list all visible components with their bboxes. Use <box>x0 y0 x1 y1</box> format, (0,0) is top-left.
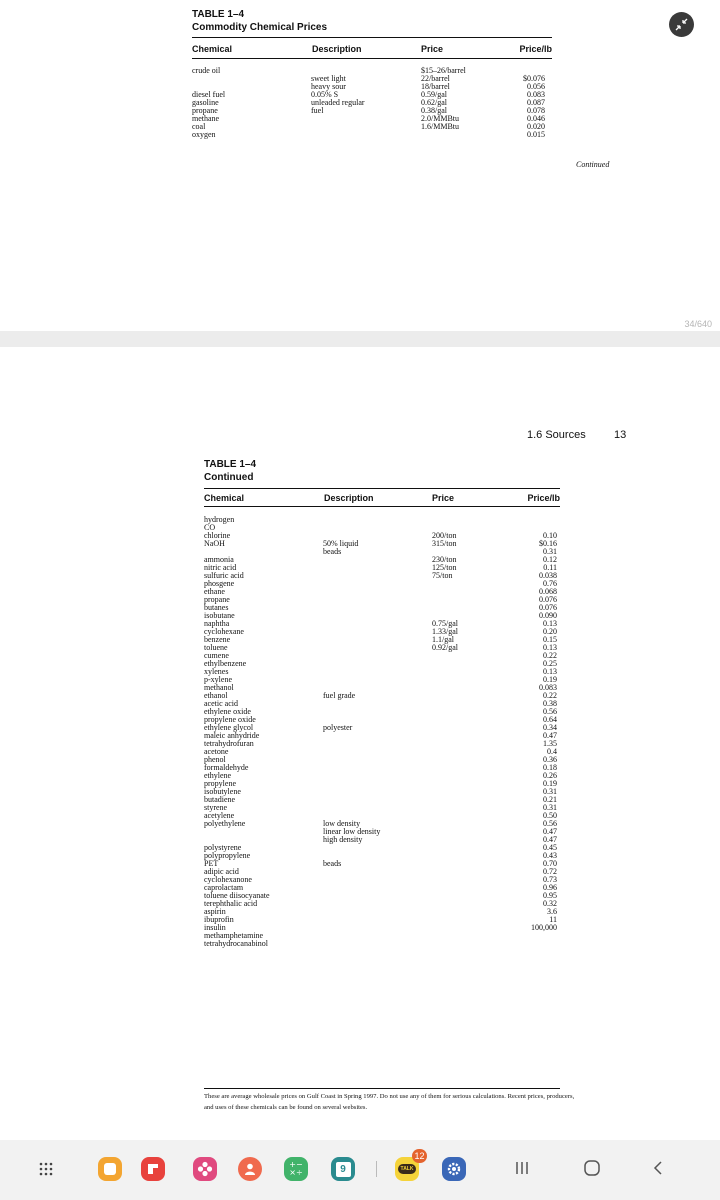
header-rule <box>204 506 560 507</box>
table-cell <box>323 612 380 620</box>
table-cell: 0.083 <box>539 683 557 692</box>
table-cell: 22/barrel <box>421 74 450 83</box>
table-cell <box>323 932 380 940</box>
table-cell <box>323 916 380 924</box>
table-cell <box>432 660 458 668</box>
table-cell: 0.73 <box>543 875 557 884</box>
table-cell <box>323 732 380 740</box>
table-cell <box>432 716 458 724</box>
header-chemical: Chemical <box>204 493 245 503</box>
table-cell: $0.16 <box>539 539 557 548</box>
price-per-lb-column <box>500 67 545 139</box>
table-cell: terephthalic acid <box>204 899 258 908</box>
table-top-rule <box>192 37 552 38</box>
table-cell: coal <box>192 122 206 131</box>
back-button[interactable] <box>650 1158 666 1183</box>
table-cell: 0.13 <box>543 619 557 628</box>
flipboard-app-icon[interactable] <box>141 1157 165 1181</box>
table-cell <box>323 804 380 812</box>
table-cell: 0.4 <box>547 747 557 756</box>
table-cell <box>432 732 458 740</box>
table-cell: 0.47 <box>543 731 557 740</box>
table-cell <box>432 772 458 780</box>
table-cell: 75/ton <box>432 571 453 580</box>
table-title: Continued <box>204 472 254 483</box>
table-cell: 0.20 <box>543 627 557 636</box>
table-cell <box>432 932 458 940</box>
table-cell <box>432 580 458 588</box>
header-description: Description <box>312 44 362 54</box>
table-cell: 0.090 <box>539 611 557 620</box>
table-cell: 0.068 <box>539 587 557 596</box>
table-cell <box>323 604 380 612</box>
table-cell: 0.26 <box>543 771 557 780</box>
table-cell: 0.13 <box>543 643 557 652</box>
table-cell <box>432 812 458 820</box>
table-cell: 0.34 <box>543 723 557 732</box>
table-top-rule <box>204 488 560 489</box>
table-cell: 0.31 <box>543 547 557 556</box>
table-cell <box>323 644 380 652</box>
page-number: 13 <box>614 429 627 441</box>
table-cell: 0.038 <box>539 571 557 580</box>
table-cell: 0.72 <box>543 867 557 876</box>
header-price: Price <box>421 44 444 54</box>
table-cell <box>323 796 380 804</box>
table-cell: benzene <box>204 635 231 644</box>
table-cell: maleic anhydride <box>204 731 260 740</box>
table-cell <box>323 772 380 780</box>
table-cell: isobutane <box>204 611 235 620</box>
table-cell: chlorine <box>204 531 231 540</box>
table-cell <box>432 764 458 772</box>
table-cell <box>510 516 557 524</box>
table-cell <box>432 692 458 700</box>
table-cell: butadiene <box>204 795 236 804</box>
table-cell: 2.0/MMBtu <box>421 114 460 123</box>
chemical-column <box>204 516 270 948</box>
table-cell: 0.087 <box>527 98 545 107</box>
table-cell: 0.076 <box>539 603 557 612</box>
table-cell <box>432 924 458 932</box>
table-cell: 0.70 <box>543 859 557 868</box>
table-cell: 0.25 <box>543 659 557 668</box>
table-cell <box>323 676 380 684</box>
table-cell: polystyrene <box>204 843 242 852</box>
chemical-column <box>192 67 225 139</box>
table-cell <box>323 908 380 916</box>
table-cell: 100,000 <box>531 923 557 932</box>
system-navigation-bar <box>0 1140 720 1200</box>
table-cell: linear low density <box>323 827 381 836</box>
price-column <box>421 67 466 139</box>
table-cell: toluene <box>204 643 228 652</box>
table-cell: isobutylene <box>204 787 241 796</box>
table-cell <box>323 940 380 948</box>
header-description: Description <box>324 493 374 503</box>
table-cell: ethane <box>204 587 225 596</box>
table-cell <box>323 764 380 772</box>
table-cell: 0.015 <box>527 130 545 139</box>
table-cell: 18/barrel <box>421 82 450 91</box>
table-cell: low density <box>323 819 361 828</box>
table-cell: 0.31 <box>543 787 557 796</box>
table-cell: 0.13 <box>543 667 557 676</box>
table-cell <box>432 740 458 748</box>
table-cell: propane <box>204 595 230 604</box>
table-cell: methamphetamine <box>204 931 264 940</box>
table-cell: 1.6/MMBtu <box>421 122 460 131</box>
table-cell: crude oil <box>192 66 221 75</box>
table-cell: acetic acid <box>204 699 238 708</box>
table-cell: propylene oxide <box>204 715 256 724</box>
table-cell <box>323 524 380 532</box>
table-cell: 0.046 <box>527 114 545 123</box>
table-cell <box>323 516 380 524</box>
table-cell: 0.15 <box>543 635 557 644</box>
table-cell: 125/ton <box>432 563 457 572</box>
table-cell <box>432 908 458 916</box>
table-cell: p-xylene <box>204 675 232 684</box>
table-cell <box>311 115 365 123</box>
table-cell: 0.083 <box>527 90 545 99</box>
table-cell: 0.95 <box>543 891 557 900</box>
table-cell: methanol <box>204 683 234 692</box>
table-cell: adipic acid <box>204 867 239 876</box>
table-cell <box>432 652 458 660</box>
table-cell: methane <box>192 114 220 123</box>
table-cell: 0.020 <box>527 122 545 131</box>
table-cell: propane <box>192 106 218 115</box>
page-gap <box>0 331 720 347</box>
table-cell <box>323 564 380 572</box>
table-cell <box>323 596 380 604</box>
table-cell: 230/ton <box>432 555 457 564</box>
table-cell <box>323 556 380 564</box>
table-cell <box>323 628 380 636</box>
table-cell <box>323 620 380 628</box>
table-cell <box>323 708 380 716</box>
table-cell: 0.19 <box>543 675 557 684</box>
document-page-34 <box>0 0 720 331</box>
table-cell: 50% liquid <box>323 539 359 548</box>
table-cell <box>432 780 458 788</box>
table-cell <box>323 900 380 908</box>
table-cell: 11 <box>549 915 557 924</box>
table-cell <box>432 676 458 684</box>
table-cell: 0.18 <box>543 763 557 772</box>
table-cell: fuel <box>311 106 324 115</box>
calendar-app-icon[interactable]: 9 <box>331 1157 355 1181</box>
table-cell: formaldehyde <box>204 763 249 772</box>
table-cell: caprolactam <box>204 883 244 892</box>
table-cell <box>323 868 380 876</box>
kakaotalk-app-icon[interactable]: TALK <box>395 1157 419 1181</box>
table-cell: oxygen <box>192 130 216 139</box>
table-cell <box>421 131 466 139</box>
table-cell: $0.076 <box>523 74 545 83</box>
table-footnote: These are average wholesale prices on Gulf Coast in Spring 1997. Do not use any of them for serious calculations. Recent prices, producers, and uses of these chemicals can be found on several websites. <box>204 1093 575 1111</box>
table-cell <box>432 900 458 908</box>
notification-badge: 12 <box>412 1149 427 1163</box>
table-cell <box>323 924 380 932</box>
table-cell: 0.96 <box>543 883 557 892</box>
table-cell: 0.31 <box>543 803 557 812</box>
contacts-app-icon[interactable] <box>238 1157 262 1181</box>
table-cell: tetrahydrofuran <box>204 739 254 748</box>
table-cell <box>432 940 458 948</box>
header-price-per-lb: Price/lb <box>527 493 560 503</box>
table-cell: fuel grade <box>323 691 356 700</box>
table-cell: 0.45 <box>543 843 557 852</box>
settings-app-icon[interactable] <box>442 1157 466 1181</box>
table-cell: xylenes <box>204 667 229 676</box>
table-cell: hydrogen <box>204 515 235 524</box>
table-cell <box>432 892 458 900</box>
table-cell: phosgene <box>204 579 235 588</box>
table-cell: ethanol <box>204 691 228 700</box>
description-column <box>311 67 365 139</box>
table-cell: cyclohexane <box>204 627 244 636</box>
table-cell: 0.59/gal <box>421 90 447 99</box>
table-cell: 3.6 <box>547 907 557 916</box>
table-cell: aspirin <box>204 907 226 916</box>
app-drawer-icon[interactable] <box>34 1157 58 1181</box>
table-cell: 0.56 <box>543 707 557 716</box>
back-chevron-icon <box>650 1158 666 1178</box>
table-cell: acetone <box>204 747 229 756</box>
table-cell: 0.56 <box>543 819 557 828</box>
page-counter: 34/640 <box>684 319 712 329</box>
table-cell <box>432 828 458 836</box>
table-cell: naphtha <box>204 619 230 628</box>
table-cell: 0.47 <box>543 835 557 844</box>
flower-app-icon[interactable] <box>193 1157 217 1181</box>
table-cell <box>432 844 458 852</box>
header-rule <box>192 58 552 59</box>
table-cell <box>323 652 380 660</box>
table-cell: tetrahydrocanabinol <box>204 939 268 948</box>
table-cell: acetylene <box>204 811 235 820</box>
table-cell: ethylbenzene <box>204 659 247 668</box>
collapse-view-button[interactable] <box>669 12 694 37</box>
table-cell <box>311 131 365 139</box>
table-cell: $15–26/barrel <box>421 66 466 75</box>
folder-app-icon[interactable] <box>98 1157 122 1181</box>
table-cell <box>323 844 380 852</box>
table-cell <box>432 852 458 860</box>
header-price-per-lb: Price/lb <box>519 44 552 54</box>
table-cell: unleaded regular <box>311 98 365 107</box>
collapse-arrows-icon <box>675 18 688 31</box>
table-cell <box>432 860 458 868</box>
table-cell: 0.38/gal <box>421 106 447 115</box>
table-cell <box>432 876 458 884</box>
table-cell: 0.38 <box>543 699 557 708</box>
table-cell: propylene <box>204 779 236 788</box>
table-cell <box>432 684 458 692</box>
table-cell: 0.47 <box>543 827 557 836</box>
table-cell <box>432 916 458 924</box>
header-chemical: Chemical <box>192 44 233 54</box>
recent-apps-icon <box>514 1158 530 1178</box>
table-cell: 0.22 <box>543 691 557 700</box>
table-cell: beads <box>323 547 342 556</box>
table-cell: 0.64 <box>543 715 557 724</box>
table-cell: 0.36 <box>543 755 557 764</box>
table-cell: 0.19 <box>543 779 557 788</box>
table-cell: toluene diisocyanate <box>204 891 270 900</box>
table-cell <box>323 884 380 892</box>
table-cell: 1.33/gal <box>432 627 458 636</box>
table-cell: nitric acid <box>204 563 237 572</box>
table-bottom-rule <box>204 1088 560 1089</box>
header-price: Price <box>432 493 455 503</box>
table-cell <box>432 868 458 876</box>
table-cell: 0.12 <box>543 555 557 564</box>
table-cell: butanes <box>204 603 229 612</box>
table-cell: ammonia <box>204 555 234 564</box>
table-cell <box>204 828 270 836</box>
table-cell: 0.078 <box>527 106 545 115</box>
running-head: 1.6 Sources <box>527 429 586 441</box>
continued-note: Continued <box>576 160 610 169</box>
table-cell: 0.62/gal <box>421 98 447 107</box>
table-cell: insulin <box>204 923 226 932</box>
table-cell: beads <box>323 859 342 868</box>
table-cell: 0.43 <box>543 851 557 860</box>
table-cell <box>432 700 458 708</box>
table-cell: 0.50 <box>543 811 557 820</box>
table-cell <box>323 892 380 900</box>
table-cell <box>432 604 458 612</box>
table-number: TABLE 1–4 <box>192 9 245 20</box>
table-cell: 0.92/gal <box>432 643 458 652</box>
table-cell <box>192 75 225 83</box>
table-cell: CO <box>204 523 216 532</box>
table-cell <box>432 708 458 716</box>
recent-apps-button[interactable] <box>514 1158 530 1183</box>
table-cell <box>432 516 458 524</box>
table-title: Commodity Chemical Prices <box>192 22 328 33</box>
table-cell: polyethylene <box>204 819 246 828</box>
table-cell: phenol <box>204 755 226 764</box>
table-cell <box>432 596 458 604</box>
table-cell: heavy sour <box>311 82 346 91</box>
home-icon <box>582 1158 602 1178</box>
table-cell: cumene <box>204 651 229 660</box>
table-cell: sulfuric acid <box>204 571 244 580</box>
table-cell <box>510 932 557 940</box>
table-cell: 315/ton <box>432 539 457 548</box>
table-cell: 200/ton <box>432 531 457 540</box>
table-cell <box>323 756 380 764</box>
table-cell: polypropylene <box>204 851 251 860</box>
table-cell: PET <box>204 859 219 868</box>
table-cell: ethylene glycol <box>204 723 254 732</box>
document-page-35 <box>0 347 720 1140</box>
table-cell <box>432 748 458 756</box>
table-cell: styrene <box>204 803 228 812</box>
table-cell <box>311 123 365 131</box>
table-number: TABLE 1–4 <box>204 459 257 470</box>
table-cell: high density <box>323 835 363 844</box>
table-cell <box>323 788 380 796</box>
table-cell: 0.76 <box>543 579 557 588</box>
table-cell: polyester <box>323 723 353 732</box>
table-cell: 0.21 <box>543 795 557 804</box>
table-cell <box>323 700 380 708</box>
description-column <box>323 516 380 948</box>
table-cell: ibuprofin <box>204 915 234 924</box>
table-cell <box>323 660 380 668</box>
table-cell <box>432 796 458 804</box>
table-cell: gasoline <box>192 98 219 107</box>
home-button[interactable] <box>582 1158 602 1183</box>
table-cell <box>432 724 458 732</box>
table-cell <box>323 748 380 756</box>
table-cell: 0.056 <box>527 82 545 91</box>
table-cell <box>432 756 458 764</box>
table-cell: ethylene oxide <box>204 707 251 716</box>
table-cell <box>323 740 380 748</box>
table-cell: cyclohexanone <box>204 875 252 884</box>
table-cell <box>510 940 557 948</box>
table-cell <box>323 572 380 580</box>
table-cell <box>432 836 458 844</box>
table-cell <box>432 820 458 828</box>
table-cell: 0.10 <box>543 531 557 540</box>
table-cell: 0.05% S <box>311 90 339 99</box>
table-cell: sweet light <box>311 74 346 83</box>
table-cell: 1.1/gal <box>432 635 454 644</box>
table-cell: 0.32 <box>543 899 557 908</box>
table-cell <box>323 588 380 596</box>
table-cell: 0.076 <box>539 595 557 604</box>
calculator-app-icon[interactable]: +− ×÷ <box>284 1157 308 1181</box>
table-cell <box>432 588 458 596</box>
table-cell: diesel fuel <box>192 90 226 99</box>
table-cell <box>432 788 458 796</box>
table-cell <box>323 876 380 884</box>
table-cell <box>323 636 380 644</box>
table-cell: 1.35 <box>543 739 557 748</box>
table-cell: 0.11 <box>543 563 557 572</box>
price-column <box>432 516 458 948</box>
table-cell: 0.75/gal <box>432 619 458 628</box>
table-cell: NaOH <box>204 539 225 548</box>
table-cell <box>432 668 458 676</box>
price-per-lb-column <box>510 516 557 948</box>
table-cell: ethylene <box>204 771 232 780</box>
table-cell <box>323 580 380 588</box>
table-cell <box>323 668 380 676</box>
table-cell <box>432 884 458 892</box>
table-cell <box>432 804 458 812</box>
table-cell <box>323 780 380 788</box>
table-cell: 0.22 <box>543 651 557 660</box>
dock-divider <box>376 1161 377 1177</box>
